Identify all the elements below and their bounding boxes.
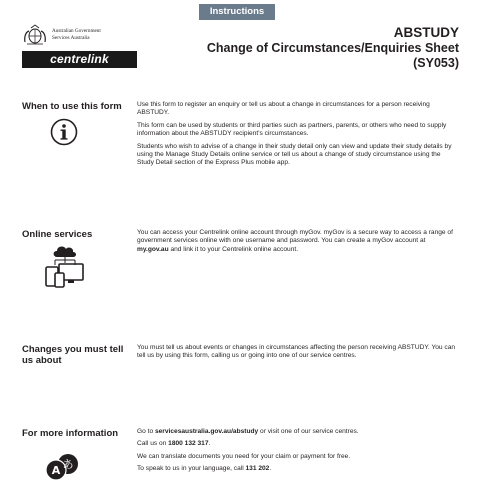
section-body-when [137, 101, 457, 172]
more-line-4 [137, 465, 457, 473]
title-line-2: Change of Circumstances/Enquiries Sheet [206, 41, 459, 55]
section-heading-when: When to use this form [22, 101, 122, 112]
phone-number-2[interactable]: 131 202 [245, 465, 270, 473]
centrelink-brand: centrelink [22, 51, 137, 68]
section-body-more [137, 428, 457, 478]
coat-of-arms-icon [22, 24, 48, 46]
instructions-tab: Instructions [199, 4, 275, 20]
more-line-2 [137, 440, 457, 448]
phone-number-1[interactable]: 1800 132 317 [168, 440, 209, 448]
section-heading-more: For more information [22, 428, 119, 439]
language-icon [42, 452, 84, 480]
more-line-1 [137, 428, 457, 436]
language-glyph-b: あ [62, 458, 74, 471]
services-australia-link[interactable]: servicesaustralia.gov.au/abstudy [154, 428, 259, 435]
more-line-4-b: . [269, 465, 272, 473]
info-icon [50, 118, 78, 146]
section-body-online [137, 229, 457, 258]
more-line-2-a: Call us on [137, 440, 169, 448]
title-line-1: ABSTUDY [393, 25, 459, 40]
gov-line-1: Australian Government [52, 28, 101, 34]
more-line-2-b: . [208, 440, 211, 448]
more-line-1-a: Go to [137, 428, 155, 435]
cloud-devices-icon [43, 243, 87, 289]
when-paragraph-2: This form can be used by students or third parties such as partners, parents, or others who need to supply information about the ABSTUDY recipient's circumstances. [137, 121, 447, 138]
more-line-1-b: or visit one of our service centres. [258, 428, 359, 435]
more-line-4-a: To speak to us in your language, call [137, 465, 246, 473]
section-heading-online: Online services [22, 229, 93, 240]
when-paragraph-1: Use this form to register an enquiry or tell us about a change in circumstances for a person receiving ABSTUDY. [137, 101, 430, 117]
gov-line-2: Services Australia [52, 35, 90, 41]
language-glyph-a: A [51, 464, 61, 477]
online-paragraph-1 [137, 229, 457, 254]
mygov-link[interactable]: my.gov.au [137, 245, 169, 253]
changes-paragraph-1: You must tell us about events or changes in circumstances affecting the person receiving ABSTUDY. You can tell us by using this form, calling us or going into one of our service centres. [137, 344, 456, 360]
online-text-b: and link it to your Centrelink online account. [168, 245, 299, 253]
page-title [207, 25, 459, 71]
section-body-changes [137, 344, 457, 365]
title-line-3: (SY053) [413, 56, 459, 70]
when-paragraph-3: Students who wish to advise of a change in their study detail only can view and update their study details by using the Manage Study Details online service or tell us about a change of study circumstance using the Study Detail section of the Express Plus mobile app. [137, 142, 452, 167]
section-heading-changes: Changes you must tell us about [22, 344, 124, 366]
online-text-a: You can access your Centrelink online account through myGov. myGov is a secure way to access a range of government services online with one username and password. You can create a myGov account at [137, 229, 453, 245]
more-line-3: We can translate documents you need for your claim or payment for free. [137, 452, 351, 460]
centrelink-logo [22, 24, 140, 68]
